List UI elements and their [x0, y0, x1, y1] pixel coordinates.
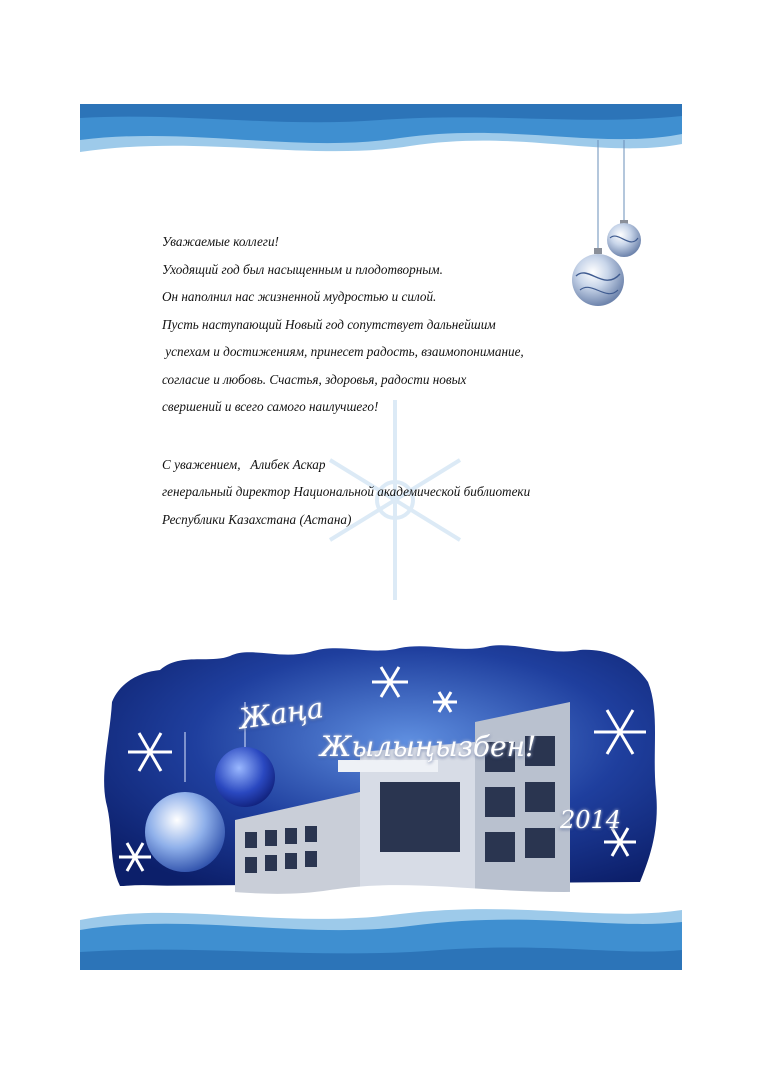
letter-line: Пусть наступающий Новый год сопутствует дальнейшим — [162, 316, 496, 332]
letter-body — [162, 228, 682, 533]
signature-title: генеральный директор Национальной академической библиотеки — [162, 484, 531, 499]
letter-line: согласие и любовь. Счастья, здоровья, радости новых — [162, 371, 467, 387]
letter-greeting: Уважаемые коллеги! — [162, 234, 279, 249]
letter-line: Уходящий год был насыщенным и плодотворным. — [162, 261, 443, 277]
card-greeting-word-2: Жылыңызбен! — [320, 730, 537, 763]
card-greeting-word-1: Жаңа — [237, 691, 326, 736]
letter-line: успехам и достижениям, принесет радость, взаимопонимание, — [162, 344, 524, 359]
letter-line: свершений и всего самого наилучшего! — [162, 399, 379, 414]
signature-closing: С уважением, Алибек Аскар — [162, 456, 326, 472]
new-year-card-image — [100, 642, 660, 924]
bottom-wave-banner — [80, 900, 682, 970]
letter-line: Он наполнил нас жизненной мудростью и силой. — [162, 289, 437, 304]
signature-organization: Республики Казахстана (Астана) — [162, 511, 352, 527]
card-year: 2014 — [560, 806, 622, 834]
